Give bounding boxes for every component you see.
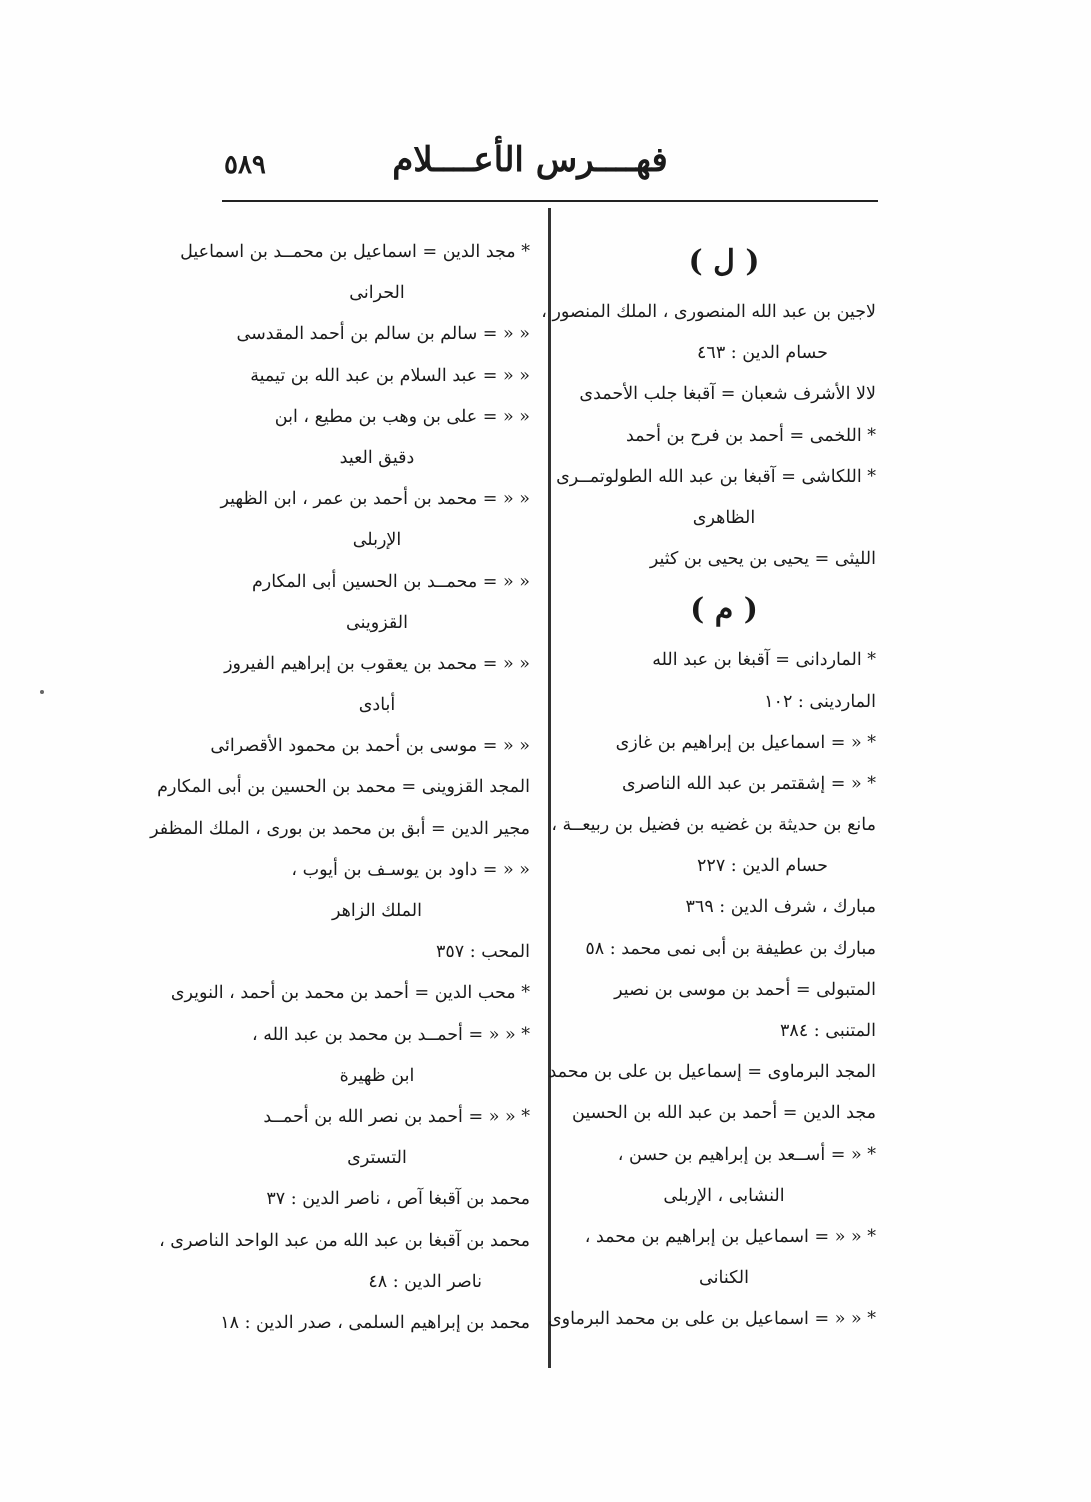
- index-entry: « « = محمد بن يعقوب بن إبراهيم الفيروز: [224, 653, 530, 674]
- index-entry-continuation: الكنانى: [699, 1268, 749, 1289]
- index-entry: « « = على بن وهب بن مطيع ، ابن: [274, 406, 530, 427]
- index-entry-continuation: حسام الدين : ٢٢٧: [697, 856, 828, 877]
- index-entry: محمد بن آقبغا آص ، ناصر الدين : ٣٧: [266, 1189, 530, 1210]
- page-title: فهــــرس الأعــــلام: [392, 140, 668, 180]
- index-column-left: [150, 232, 530, 1344]
- index-entry: « « = محمــد بن الحسين أبى المكارم: [251, 571, 530, 592]
- index-entry: « « = محمد بن أحمد بن عمر ، ابن الظهير: [220, 489, 530, 510]
- index-entry: لاجين بن عبد الله المنصورى ، الملك المنصور ،: [541, 302, 876, 322]
- index-entry: * اللكاشى = آقبغا بن عبد الله الطولوتمــرى: [556, 466, 876, 487]
- index-entry: المتنبى : ٣٨٤: [780, 1021, 876, 1041]
- index-entry: * « = إشقتمر بن عبد الله الناصرى: [622, 773, 876, 794]
- index-entry-continuation: الملك الزاهر: [331, 901, 422, 921]
- index-entry: المجد القزوينى = محمد بن الحسين بن أبى المكارم: [157, 777, 530, 798]
- index-column-right: [541, 232, 876, 1341]
- index-entry: المتبولى = أحمد بن موسى بن نصير: [614, 979, 876, 1000]
- header-rule: [222, 200, 878, 202]
- index-entry: * « = أســعد بن إبراهيم بن حسن ،: [617, 1144, 876, 1165]
- index-entry: المحب : ٣٥٧: [435, 942, 530, 963]
- index-entry: الليثى = يحيى بن يحيى بن كثير: [649, 549, 876, 570]
- index-entry-continuation: الإربلى: [352, 530, 402, 551]
- index-entry: مبارك ، شرف الدين : ٣٦٩: [685, 897, 876, 918]
- index-entry: * « « = اسماعيل بن على بن محمد البرماوى: [547, 1309, 876, 1330]
- index-entry: « « = عبد السلام بن عبد الله بن تيمية: [250, 365, 530, 386]
- index-entry-continuation: التسترى: [347, 1148, 407, 1169]
- index-entry: محمد بن إبراهيم السلمى ، صدر الدين : ١٨: [220, 1312, 530, 1333]
- index-entry: مجد الدين = أحمد بن عبد الله بن الحسين: [572, 1103, 876, 1124]
- index-entry: « « = موسى بن أحمد بن محمود الأقصرائى: [210, 736, 530, 757]
- index-entry: « « = داود بن يوسـف بن أيوب ،: [291, 859, 530, 880]
- index-entry: * الماردانى = آقبغا بن عبد الله: [652, 650, 876, 671]
- index-entry: * « = اسماعيل بن إبراهيم بن غازى: [615, 732, 876, 753]
- index-entry: « « = سالم بن سالم بن أحمد المقدسى: [236, 324, 530, 345]
- section-letter-heading: ( ل ): [688, 244, 760, 279]
- index-entry-continuation: ابن ظهيرة: [339, 1065, 415, 1086]
- index-entry: * « « = اسماعيل بن إبراهيم بن محمد ،: [584, 1226, 876, 1247]
- index-entry-continuation: دقيق العيد: [339, 447, 415, 468]
- section-letter-heading: ( م ): [690, 592, 758, 628]
- scan-speck: [40, 690, 44, 694]
- index-entry-continuation: الحرانى: [349, 283, 405, 304]
- index-entry-continuation: أبادى: [358, 695, 396, 716]
- index-entry: محمد بن آقبغا بن عبد الله من عبد الواحد الناصرى ،: [159, 1230, 530, 1251]
- index-entry: * محب الدين = أحمد بن محمد بن أحمد ، النويرى: [170, 983, 530, 1004]
- index-entry: مبارك بن عطيفة بن أبى نمى محمد : ٥٨: [585, 938, 876, 959]
- index-entry-continuation: حسام الدين : ٤٦٣: [697, 343, 828, 364]
- index-entry: لالا الأشرف شعبان = آقبغا جلب الأحمدى: [579, 384, 876, 405]
- index-entry: * اللخمى = أحمد بن فرح بن أحمد: [625, 425, 876, 446]
- index-entry: مانع بن حديثة بن غضيه بن فضيل بن ربيعــة ،: [551, 815, 876, 836]
- page-number: ٥٨٩: [224, 150, 266, 180]
- index-entry: * « « = أحمد بن نصر الله بن أحمــد: [263, 1106, 530, 1127]
- index-entry-continuation: النشابى ، الإربلى: [663, 1185, 785, 1206]
- index-entry-continuation: القزوينى: [346, 612, 408, 633]
- column-divider: [548, 208, 551, 1368]
- index-entry-continuation: ناصر الدين : ٤٨: [368, 1271, 482, 1292]
- index-entry: مجير الدين = أبق بن محمد بن بورى ، الملك المظفر: [150, 818, 530, 839]
- index-entry: الماردينى : ١٠٢: [764, 691, 876, 712]
- index-entry: * « « = أحمــد بن محمد بن عبد الله ،: [252, 1024, 530, 1045]
- index-entry: * مجد الدين = اسماعيل بن محمــد بن اسماعيل: [180, 242, 530, 262]
- index-entry-continuation: الظاهرى: [692, 507, 756, 528]
- index-entry: المجد البرماوى = إسماعيل بن على بن محمد: [548, 1062, 876, 1083]
